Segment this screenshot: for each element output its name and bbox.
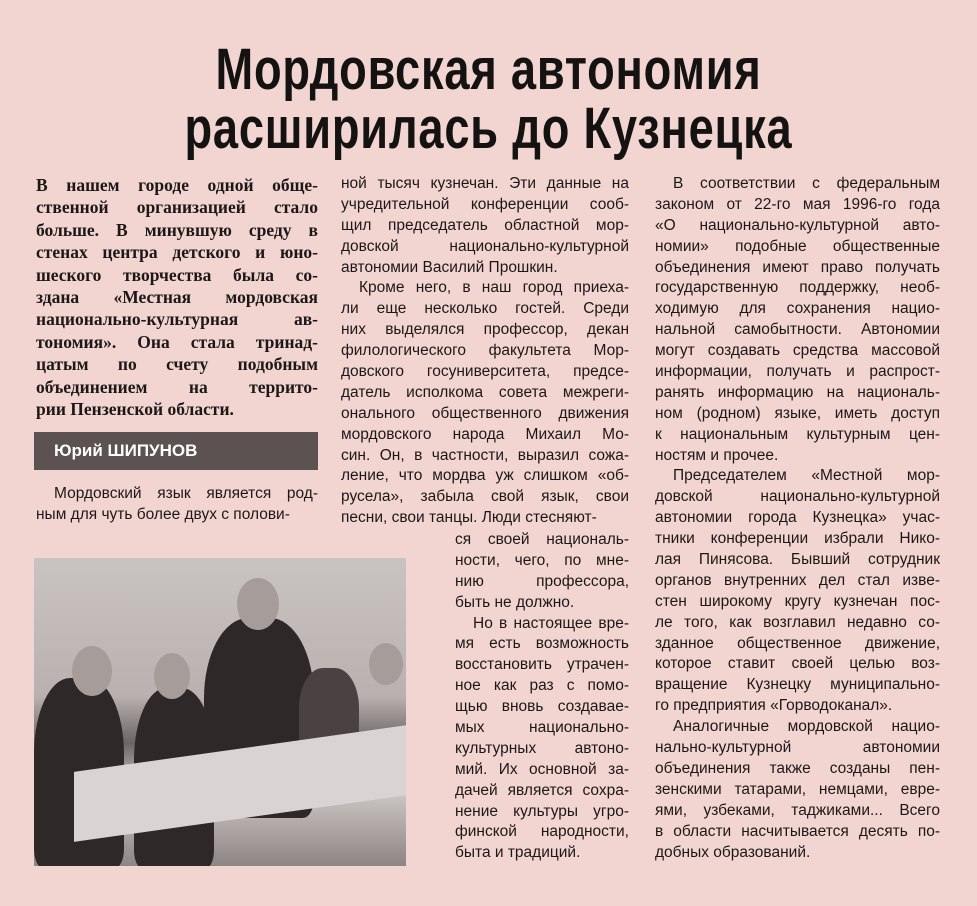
text-line: вращение Кузнецку муниципально-: [655, 676, 940, 694]
text-line: го предприятия «Горводоканал».: [655, 697, 893, 715]
text-line: песни, свои танцы. Люди стесняют-: [341, 509, 597, 527]
text-line: щил председатель областной мор-: [341, 216, 629, 234]
text-line: номии» подобные общественные: [655, 237, 940, 255]
text-line: шеского творчества была со-: [36, 264, 318, 285]
text-line: объединения также созданы пен-: [655, 759, 940, 777]
text-line: ственной организацией стало: [36, 197, 318, 218]
text-line: «О национально-культурной авто-: [655, 216, 940, 234]
text-line: филологического факультета Мор-: [341, 342, 629, 360]
text-line: нию профессора,: [455, 572, 629, 590]
text-line: органов внутренних дел стал изве-: [655, 571, 940, 589]
text-line: восстановить утрачен-: [455, 656, 629, 674]
text-line: тономия». Она стала тринад-: [36, 331, 318, 352]
text-line: ранять информацию на националь-: [655, 383, 940, 401]
text-line: ном (родном) языке, иметь доступ: [655, 404, 940, 422]
text-line: зданное общественное движение,: [655, 634, 940, 652]
text-line: объединения имеют право получать: [655, 258, 940, 276]
text-line: син. Он, в частности, выразил сожа-: [341, 446, 629, 464]
text-line: нально-культурной автономии: [655, 739, 940, 757]
text-line: них выделялся профессор, декан: [341, 321, 629, 339]
text-line: ности, чего, по мне-: [455, 551, 629, 569]
text-line: нение культуры угро-: [455, 802, 629, 820]
text-line: зенскими татарами, немцами, евре-: [655, 780, 940, 798]
text-line: ходимую для сохранения нацио-: [655, 300, 940, 318]
text-line: учредительной конференции сооб-: [341, 195, 629, 213]
text-line: автономии Василий Прошкин.: [341, 258, 558, 276]
text-line: щью вновь создавае-: [455, 698, 629, 716]
text-line: ле того, как возглавил недавно со-: [655, 613, 940, 631]
text-line: государственную поддержку, необ-: [655, 279, 940, 297]
text-line: В соответствии с федеральным: [673, 175, 940, 192]
text-line: Аналогичные мордовской нацио-: [673, 718, 940, 736]
text-line: мя есть возможность: [455, 635, 629, 653]
text-line: которое ставит своей целью воз-: [655, 655, 940, 673]
lede-paragraph: [36, 174, 318, 420]
author-byline: Юрий ШИПУНОВ: [34, 432, 318, 470]
text-line: мордовского народа Михаил Мо-: [341, 425, 629, 443]
text-line: национально-культурная ав-: [36, 309, 318, 330]
person-head: [369, 643, 403, 685]
text-line: ся своей националь-: [455, 531, 629, 548]
text-line: ностям и прочее.: [655, 446, 779, 464]
text-line: к национальным культурным цен-: [655, 425, 940, 443]
text-line: Но в настоящее вре-: [473, 614, 629, 632]
headline-line-2: расширилась до Кузнецка: [184, 96, 793, 161]
person-head: [72, 646, 112, 696]
text-line: Мордовский язык является род-: [54, 485, 318, 502]
body-column-1: [36, 484, 318, 526]
text-line: тники конференции избрали Нико-: [655, 530, 940, 548]
headline-line-1: Мордовская автономия: [215, 37, 762, 102]
text-line: датель исполкома совета межреги-: [341, 383, 629, 401]
person-head: [154, 653, 190, 699]
body-column-2-bottom: [455, 530, 629, 864]
text-line: довской национально-культурной: [655, 488, 940, 506]
text-line: рии Пензенской области.: [36, 398, 234, 419]
text-line: русела», забыла свой язык, свои: [341, 488, 629, 506]
text-line: стен широкому кругу кузнечан пос-: [655, 592, 940, 610]
text-line: быть не должно.: [455, 593, 575, 611]
text-line: добных образований.: [655, 843, 811, 861]
text-line: стенах центра детского и юно-: [36, 242, 318, 263]
text-line: ли еще несколько гостей. Среди: [341, 300, 629, 318]
text-line: дачей является сохра-: [455, 781, 629, 799]
text-line: автономии города Кузнецка» учас-: [655, 509, 940, 527]
body-column-2-top: [341, 174, 629, 529]
text-line: финской народности,: [455, 823, 629, 841]
text-line: лая Пинясова. Бывший сотрудник: [655, 551, 940, 569]
text-line: ями, узбеками, таджиками... Всего: [655, 801, 940, 819]
text-line: мых национально-: [455, 719, 629, 737]
text-line: законом от 22-го мая 1996-го года: [655, 195, 940, 213]
text-line: здана «Местная мордовская: [36, 286, 318, 307]
text-line: могут создавать средства массовой: [655, 342, 940, 360]
text-line: цатым по счету подобным: [36, 354, 318, 375]
text-line: больше. В минувшую среду в: [36, 219, 318, 240]
text-line: довской национально-культурной: [341, 237, 629, 255]
text-line: информации, получать и распрост-: [655, 363, 940, 381]
text-line: ное как раз с помо-: [455, 677, 629, 695]
person-head: [237, 578, 279, 630]
text-line: культурных автоно-: [455, 739, 629, 757]
text-line: быта и традиций.: [455, 844, 581, 862]
text-line: нальной самобытности. Автономии: [655, 321, 940, 339]
text-line: Председателем «Местной мор-: [673, 467, 940, 485]
text-line: в области насчитывается десять по-: [655, 822, 940, 840]
text-line: объединением на террито-: [36, 376, 318, 397]
text-line: довского госуниверситета, предсе-: [341, 363, 629, 381]
text-line: ление, что мордва уж слишком «об-: [341, 467, 629, 485]
body-column-3: [655, 174, 940, 863]
text-line: мий. Их основной за-: [455, 760, 629, 778]
text-line: Кроме него, в наш город приеха-: [359, 279, 629, 297]
conference-photo: [34, 558, 406, 866]
text-line: онального общественного движения: [341, 404, 629, 422]
text-line: ной тысяч кузнечан. Эти данные на: [341, 175, 629, 192]
text-line: В нашем городе одной обще-: [36, 175, 318, 195]
text-line: ным для чуть более двух с полови-: [36, 505, 290, 523]
